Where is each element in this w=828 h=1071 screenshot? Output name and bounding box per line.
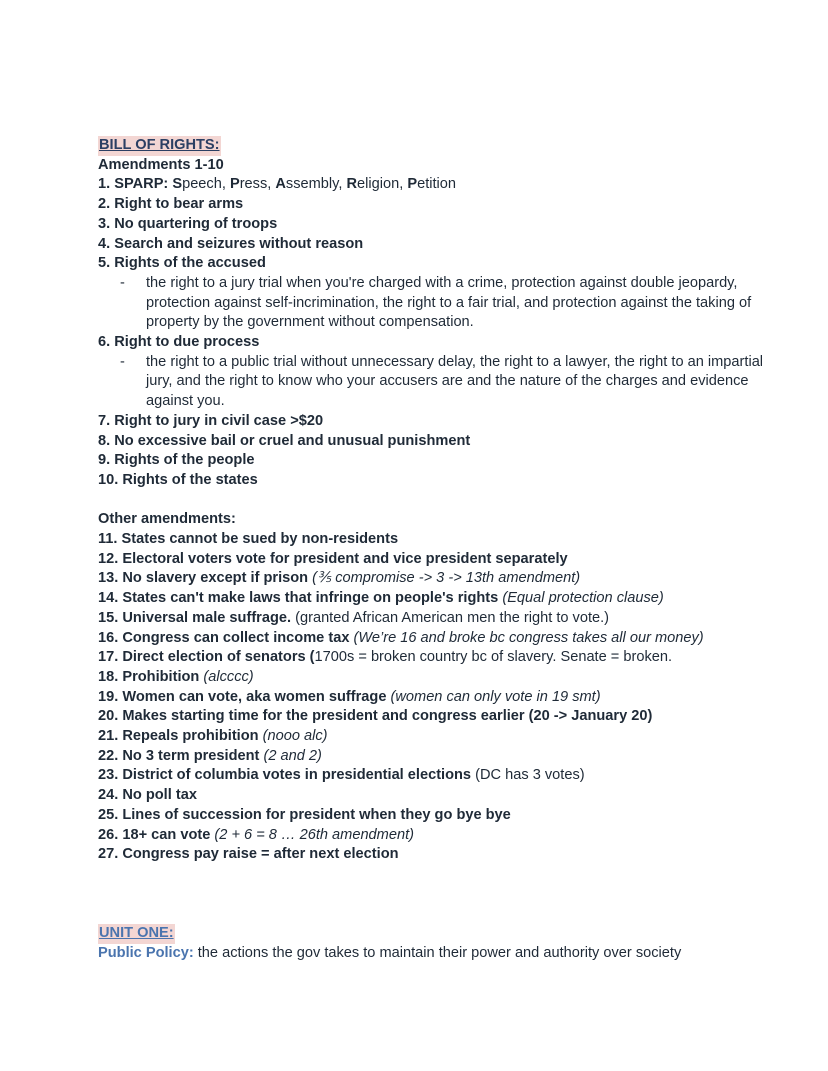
amendment-title: 12. Electoral voters vote for president and vice president separately xyxy=(98,550,568,567)
amendment-12 xyxy=(98,550,788,570)
amendment-title: 21. Repeals prohibition xyxy=(98,728,263,745)
initial-letter: P xyxy=(229,176,240,193)
amendment-4: 4. Search and seizures without reason xyxy=(98,235,364,252)
amendment-title: 16. Congress can collect income tax xyxy=(98,629,354,646)
amendment-27 xyxy=(98,845,788,865)
bill-heading-line xyxy=(98,136,788,156)
amendment-5: 5. Rights of the accused xyxy=(98,255,266,272)
amendment-5-detail xyxy=(98,274,788,333)
notes-content xyxy=(98,136,788,963)
amendment-26 xyxy=(98,826,788,846)
amendment-note: (women can only vote in 19 smt) xyxy=(390,688,601,705)
amendment-title: 25. Lines of succession for president when they go bye bye xyxy=(98,806,511,823)
word-rest: ssembly, xyxy=(285,176,347,193)
amendment-note: (We’re 16 and broke bc congress takes all our money) xyxy=(353,629,704,646)
amendment-note: (Equal protection clause) xyxy=(502,590,664,607)
public-policy-text: the actions the gov takes to maintain their power and authority over society xyxy=(193,944,682,961)
amendment-1-label: 1. SPARP: xyxy=(98,176,173,193)
unit-one-heading-line xyxy=(98,924,788,944)
amendment-9: 9. Rights of the people xyxy=(98,452,255,469)
amendment-description: (DC has 3 votes) xyxy=(471,767,585,784)
amendment-title: 24. No poll tax xyxy=(98,787,197,804)
word-rest: peech, xyxy=(182,176,230,193)
unit-one-heading: UNIT ONE: xyxy=(98,924,175,944)
other-amendments-heading: Other amendments: xyxy=(98,511,236,528)
word-rest: etition xyxy=(417,176,457,193)
amendment-note: (nooo alc) xyxy=(262,728,328,745)
amendment-14 xyxy=(98,589,788,609)
amendment-title: 18. Prohibition xyxy=(98,668,204,685)
amendment-17 xyxy=(98,648,788,668)
amendment-3: 3. No quartering of troops xyxy=(98,215,278,232)
amendment-23 xyxy=(98,766,788,786)
amendment-title: 11. States cannot be sued by non-residents xyxy=(98,531,399,548)
public-policy-definition xyxy=(98,944,788,964)
amendment-25 xyxy=(98,806,788,826)
amendment-2: 2. Right to bear arms xyxy=(98,196,244,213)
initial-letter: A xyxy=(275,176,286,193)
amendment-7: 7. Right to jury in civil case >$20 xyxy=(98,412,324,429)
amendment-title: 19. Women can vote, aka women suffrage xyxy=(98,688,391,705)
bullet-dash: - xyxy=(120,274,125,291)
amendment-21 xyxy=(98,727,788,747)
amendment-title: 26. 18+ can vote xyxy=(98,826,215,843)
amendment-description: 1700s = broken country bc of slavery. Senate = broken. xyxy=(314,649,673,666)
blank-line xyxy=(98,491,788,511)
amendment-title: 22. No 3 term president xyxy=(98,747,264,764)
amendment-6-detail-text: the right to a public trial without unnecessary delay, the right to a lawyer, the right to an impartial jury, and the right to know who your accusers are and the nature of the charges and evidence against you. xyxy=(146,353,764,410)
initial-letter: S xyxy=(172,176,183,193)
amendment-11 xyxy=(98,530,788,550)
amendment-18 xyxy=(98,668,788,688)
initial-letter: R xyxy=(346,176,358,193)
amendment-note: (2 + 6 = 8 … 26th amendment) xyxy=(214,826,414,843)
amendment-22 xyxy=(98,747,788,767)
amendment-5-detail-text: the right to a jury trial when you're charged with a crime, protection against double jeopardy, protection against self-incrimination, the right to a fair trial, and protection against the taking of property by the government without compensation. xyxy=(146,274,752,331)
amendment-10: 10. Rights of the states xyxy=(98,471,258,488)
amendment-15 xyxy=(98,609,788,629)
amendment-6-detail xyxy=(98,353,788,412)
public-policy-term: Public Policy: xyxy=(98,944,194,961)
bill-of-rights-heading: BILL OF RIGHTS: xyxy=(98,136,221,156)
amendment-title: 14. States can't make laws that infringe on people's rights xyxy=(98,590,503,607)
amendment-24 xyxy=(98,786,788,806)
amendment-title: 13. No slavery except if prison xyxy=(98,570,313,587)
amendment-8: 8. No excessive bail or cruel and unusual punishment xyxy=(98,432,471,449)
amendment-title: 17. Direct election of senators ( xyxy=(98,649,315,666)
amendment-note: (2 and 2) xyxy=(263,747,322,764)
blank-gap xyxy=(98,865,788,924)
amendment-note: (⅗ compromise -> 3 -> 13th amendment) xyxy=(312,570,581,587)
amendment-description: (granted African American men the right to vote.) xyxy=(291,609,610,626)
amendment-1 xyxy=(98,175,788,195)
word-rest: eligion, xyxy=(357,176,408,193)
amendment-title: 27. Congress pay raise = after next election xyxy=(98,846,399,863)
amendments-subheading: Amendments 1-10 xyxy=(98,156,224,173)
amendment-6: 6. Right to due process xyxy=(98,334,260,351)
amendment-title: 20. Makes starting time for the president and congress earlier (20 -> January 20) xyxy=(98,708,653,725)
initial-letter: P xyxy=(407,176,418,193)
amendment-20 xyxy=(98,707,788,727)
word-rest: ress, xyxy=(239,176,276,193)
bullet-dash: - xyxy=(120,353,125,370)
amendment-19 xyxy=(98,688,788,708)
amendment-13 xyxy=(98,569,788,589)
other-amendments-list xyxy=(98,530,788,865)
amendment-title: 15. Universal male suffrage. xyxy=(98,609,292,626)
amendment-title: 23. District of columbia votes in presidential elections xyxy=(98,767,472,784)
amendment-note: (alcccc) xyxy=(203,668,254,685)
amendment-16 xyxy=(98,629,788,649)
